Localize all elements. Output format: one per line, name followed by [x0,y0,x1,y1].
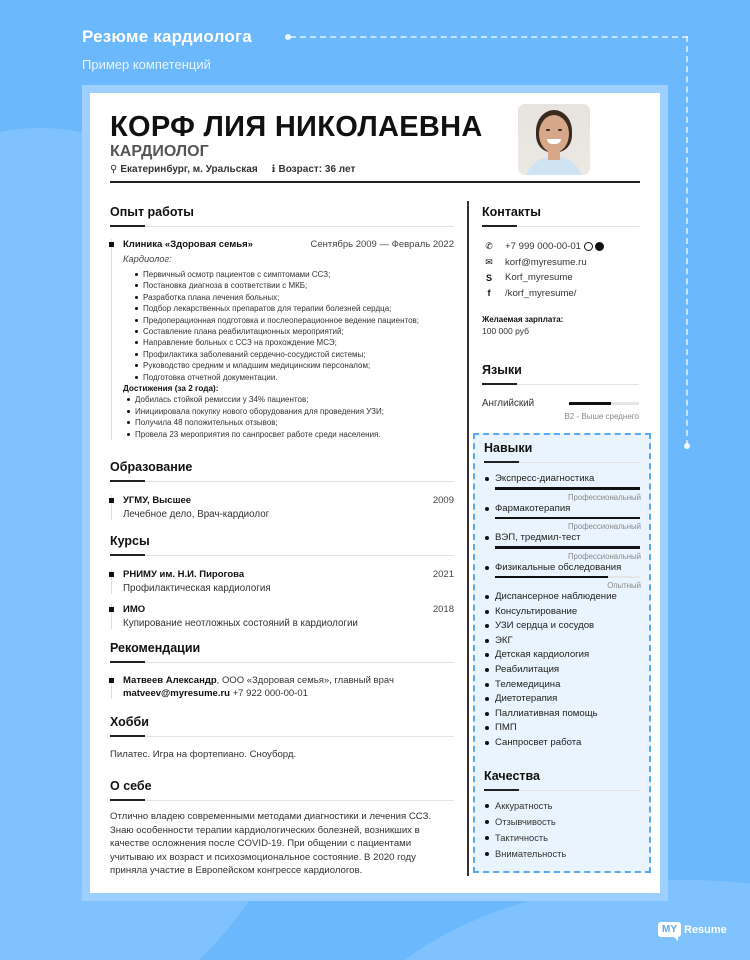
achievement-item: Добилась стойкой ремиссии у 34% пациентов; [123,394,454,406]
header-divider [110,181,640,183]
job-entry [111,239,454,440]
location [110,164,258,175]
course-detail: Купирование неотложных состояний в кардиологии [123,618,358,629]
section-title: Качества [484,768,541,783]
duty-item: Направление больных с ССЗ на прохождение МСЭ; [123,337,454,348]
section-education [110,460,454,520]
education-detail: Лечебное дело, Врач-кардиолог [123,509,270,520]
whatsapp-icon[interactable] [584,242,593,251]
course-detail: Профилактическая кардиология [123,583,271,594]
skill-item: Диспансерное наблюдение [484,590,641,605]
achievements-title: Достижения (за 2 года): [123,384,219,394]
section-title: Хобби [110,715,149,729]
achievement-item: Инициировала покупку нового оборудования для проведения УЗИ; [123,406,454,418]
bullet-square-icon [109,607,114,612]
achievement-item: Получила 48 положительных отзывов; [123,417,454,429]
section-divider [110,226,454,227]
section-qualities [484,769,641,862]
duty-item: Составление плана реабилитационных мероприятий; [123,326,454,337]
duty-item: Предоперационная подготовка и послеоперационное ведение пациентов; [123,315,454,326]
skill-level-bar [495,546,640,549]
map-pin-icon: ⚲ [110,164,118,175]
section-title: О себе [110,779,152,793]
section-divider [484,790,641,791]
section-title: Курсы [110,534,150,548]
skill-rated [484,562,641,591]
recommendation-entry [111,675,454,699]
skill-level: Опытный [607,581,641,590]
quality-item: Отзывчивость [484,814,641,830]
job-duties [123,269,454,383]
section-about [110,779,454,878]
bullet-square-icon [109,572,114,577]
section-divider [482,384,639,385]
course-year: 2021 [432,569,454,580]
salary-value: 100 000 руб [482,326,529,336]
recommender-phone: +7 922 000-00-01 [229,688,308,699]
section-divider [110,555,454,556]
recommender-email[interactable]: matveev@myresume.ru [123,688,230,699]
skill-level: Профессиональный [567,492,641,502]
education-year: 2009 [432,495,454,506]
about-text: Отлично владею современными методами диагностики и лечения ССЗ. Знаю особенности терапии кардиологических болезней, возникших в качестве осложнения после COVID-19. При общении с пациентами учитываю их возраст и психоэмоциональное состояние. В 2020 году приняла участие в Европейском конгрессе кардиологов. [110,811,432,876]
salary-label: Желаемая зарплата: [482,315,564,324]
skill-item: Детская кардиология [484,648,641,663]
skills-highlight-box [473,433,651,873]
section-divider [484,462,641,463]
contact-list [482,239,639,301]
duty-item: Профилактика заболеваний сердечно-сосудистой системы; [123,349,454,360]
info-icon: ℹ [271,164,276,175]
skill-item: Диетотерапия [484,692,641,707]
email-value: korf@myresume.ru [505,256,587,268]
section-experience [110,205,454,440]
quality-item: Тактичность [484,830,641,846]
resume-page [90,93,660,893]
achievements-list [123,394,454,440]
contact-email[interactable] [482,255,639,271]
language-name: Английский [482,398,535,409]
section-title: Образование [110,460,193,474]
course-entry [111,604,454,629]
course-institution: ИМО [123,604,146,615]
skill-level-bar [495,487,640,490]
bullet-square-icon [109,498,114,503]
skill-item: ЭКГ [484,634,641,649]
bullet-square-icon [109,242,114,247]
section-title: Навыки [484,441,533,455]
duty-item: Подготовка отчетной документации. [123,372,454,383]
skills-simple-list [484,590,641,751]
skill-level: Профессиональный [567,522,641,531]
telegram-icon[interactable] [595,242,604,251]
duty-item: Первичный осмотр пациентов с симптомами ССЗ; [123,269,454,280]
skill-item: Реабилитация [484,663,641,678]
section-divider [110,662,454,663]
duty-item: Разработка плана лечения больных; [123,292,454,303]
candidate-position: КАРДИОЛОГ [110,143,209,160]
age-text: Возраст: 36 лет [278,164,356,175]
candidate-photo [518,104,590,175]
section-title: Рекомендации [110,641,201,655]
language-level-bar [569,402,639,405]
column-divider [467,201,469,876]
bullet-square-icon [109,678,114,683]
facebook-icon: f [487,288,491,299]
facebook-value: /korf_myresume/ [505,287,577,299]
phone-value: +7 999 000-00-01 [505,241,582,253]
skill-level-bar [495,517,640,520]
skill-name: Физикальные обследования [484,562,641,574]
skill-item: УЗИ сердца и сосудов [484,619,641,634]
job-period: Сентябрь 2009 — Февраль 2022 [310,239,454,250]
skill-item: Консультирование [484,605,641,620]
course-entry [111,569,454,594]
skill-item: Телемедицина [484,678,641,693]
logo-badge: MY [658,922,681,937]
section-title: Опыт работы [110,205,194,219]
skill-name: Экспресс-диагностика [484,473,641,485]
duty-item: Подбор лекарственных препаратов для терапии болезней сердца; [123,303,454,314]
skill-item: Санпросвет работа [484,736,641,751]
location-text: Екатеринбург, м. Уральская [120,164,258,175]
contact-facebook[interactable] [482,286,639,302]
skill-name: ВЭП, тредмил-тест [484,532,641,544]
skill-rated [484,473,641,502]
section-languages [482,363,639,421]
duty-item: Постановка диагноза в соответствии с МКБ; [123,280,454,291]
job-company: Клиника «Здоровая семья» [123,239,253,250]
education-entry [111,495,454,520]
language-level: B2 - Выше среднего [564,412,639,421]
contact-skype[interactable] [482,270,639,286]
logo-word: Resume [684,923,727,936]
page-subtitle: Пример компетенций [82,57,211,72]
skype-value: Korf_myresume [505,272,573,284]
skill-item: ПМП [484,721,641,736]
email-icon: ✉ [485,256,493,267]
course-institution: РНИМУ им. Н.И. Пирогова [123,569,245,580]
skill-level-bar [495,576,640,579]
recommender-name: Матвеев Александр [123,675,217,686]
skype-icon: S [485,272,492,283]
candidate-name: КОРФ ЛИЯ НИКОЛАЕВНА [110,111,483,143]
section-courses [110,534,454,629]
candidate-meta [110,164,355,175]
section-divider [482,226,639,227]
section-title: Языки [482,363,522,377]
skill-item: Паллиативная помощь [484,707,641,722]
skill-name: Фармакотерапия [484,503,641,515]
education-institution: УГМУ, Высшее [123,495,192,506]
recommender-org: , ООО «Здоровая семья», главный врач [216,675,394,686]
section-contacts [482,205,639,336]
skill-rated [484,532,641,561]
duty-item: Руководство средним и младшим медицинским персоналом; [123,360,454,371]
skill-rated [484,503,641,532]
connector-line-horizontal [290,36,688,38]
section-divider [110,481,454,482]
skill-level: Профессиональный [567,551,641,561]
hobbies-text: Пилатес. Игра на фортепиано. Сноуборд. [110,749,297,760]
section-recommendations [110,641,454,699]
page-title: Резюме кардиолога [82,27,252,46]
connector-line-vertical [686,36,688,446]
section-divider [110,736,454,737]
language-row [482,398,639,409]
course-year: 2018 [432,604,454,615]
phone-icon: ✆ [485,241,493,252]
age [272,164,356,175]
quality-item: Внимательность [484,846,641,862]
myresume-logo[interactable] [658,922,727,937]
achievement-item: Провела 23 мероприятия по санпросвет работе среди населения. [123,429,454,441]
quality-item: Аккуратность [484,798,641,814]
section-hobbies [110,715,454,762]
contact-phone[interactable] [482,239,639,255]
job-role: Кардиолог: [123,254,172,264]
section-skills [484,441,641,862]
section-title: Контакты [482,205,541,219]
connector-dot-icon [684,443,690,449]
section-divider [110,800,454,801]
page-header [82,27,252,72]
